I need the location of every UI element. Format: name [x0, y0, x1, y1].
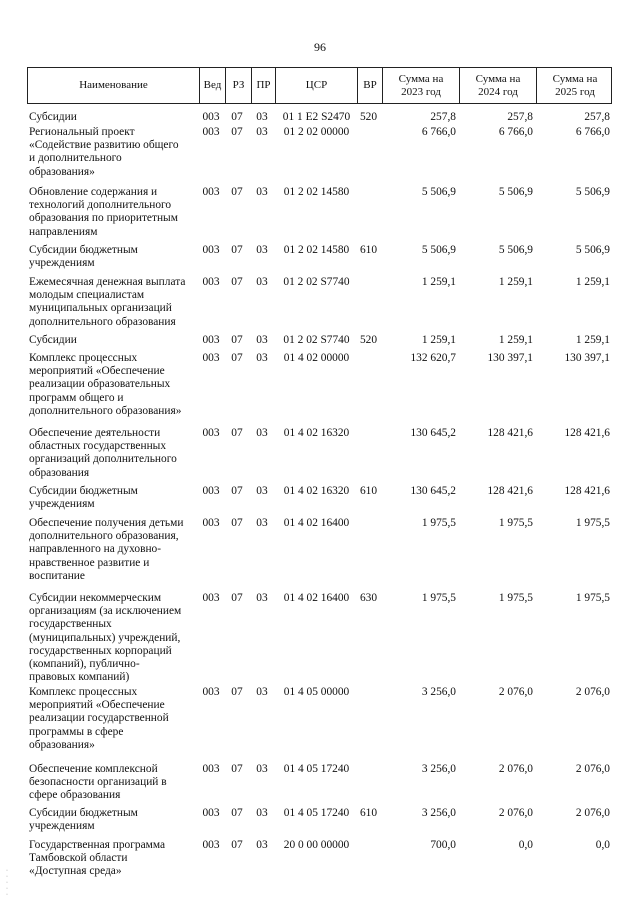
budget-table: [27, 67, 612, 878]
row-sum-2024: 5 506,9: [498, 244, 533, 256]
row-csr: 01 4 05 17240: [283, 763, 350, 775]
row-pr: 03: [256, 485, 268, 497]
row-vr: 520: [359, 111, 378, 123]
row-sum-2024: 2 076,0: [498, 807, 533, 819]
row-sum-2024: 5 506,9: [498, 186, 533, 198]
row-pr: 03: [256, 592, 268, 604]
row-name: Государственная программа Тамбовской области «Доступная среда»: [29, 839, 166, 878]
row-sum-2024: 2 076,0: [498, 686, 533, 698]
table-row: [27, 517, 612, 583]
row-sum-2023: 3 256,0: [421, 686, 456, 698]
row-pr: 03: [256, 839, 268, 851]
row-rz: 07: [231, 686, 243, 698]
row-sum-2024: 1 259,1: [498, 334, 533, 346]
header-name: Наименование: [79, 79, 148, 92]
row-vr: [356, 763, 381, 803]
row-ved: 003: [202, 686, 220, 698]
row-pr: 03: [256, 111, 268, 123]
row-csr: 01 4 02 16320: [283, 485, 350, 497]
row-rz: 07: [231, 276, 243, 288]
row-sum-2025: 6 766,0: [575, 126, 610, 138]
row-rz: 07: [231, 807, 243, 819]
row-rz: 07: [231, 592, 243, 604]
row-pr: 03: [256, 334, 268, 346]
row-name: Обеспечение комплексной безопасности организаций в сфере образования: [29, 763, 167, 802]
row-vr: [356, 686, 381, 752]
row-ved: 003: [202, 111, 220, 123]
row-ved: 003: [202, 334, 220, 346]
row-sum-2023: 6 766,0: [421, 126, 456, 138]
table-row: [27, 276, 612, 329]
row-sum-2025: 2 076,0: [575, 686, 610, 698]
row-sum-2023: 5 506,9: [421, 244, 456, 256]
header-vr: ВР: [357, 68, 382, 103]
table-row: [27, 592, 612, 684]
row-pr: 03: [256, 807, 268, 819]
row-name: Комплекс процессных мероприятий «Обеспечение реализации образовательных программ общего и дополнительного образования»: [29, 352, 182, 417]
row-pr: 03: [256, 686, 268, 698]
row-ved: 003: [202, 485, 220, 497]
row-sum-2024: 2 076,0: [498, 763, 533, 775]
row-csr: 01 1 Е2 S2470: [282, 111, 351, 123]
row-sum-2023: 700,0: [430, 839, 456, 851]
row-sum-2024: 1 259,1: [498, 276, 533, 288]
table-row: [27, 334, 612, 347]
row-sum-2023: 1 259,1: [421, 334, 456, 346]
row-name: Региональный проект «Содействие развитию общего и дополнительного образования»: [29, 126, 179, 178]
row-pr: 03: [256, 126, 268, 138]
table-row: [27, 427, 612, 480]
row-vr: 610: [359, 244, 378, 256]
table-row: [27, 111, 612, 124]
row-sum-2025: 130 397,1: [564, 352, 610, 364]
row-pr: 03: [256, 427, 268, 439]
row-csr: 01 4 02 16320: [283, 427, 350, 439]
row-sum-2023: 132 620,7: [410, 352, 456, 364]
row-sum-2023: 130 645,2: [410, 427, 456, 439]
row-ved: 003: [202, 807, 220, 819]
row-sum-2025: 1 975,5: [575, 592, 610, 604]
row-sum-2024: 1 975,5: [498, 517, 533, 529]
table-row: [27, 485, 612, 511]
row-sum-2024: 130 397,1: [487, 352, 533, 364]
row-rz: 07: [231, 517, 243, 529]
row-sum-2025: 1 259,1: [575, 334, 610, 346]
row-rz: 07: [231, 111, 243, 123]
table-header: [27, 67, 612, 104]
row-name: Обеспечение деятельности областных государственных организаций дополнительного образования: [29, 427, 177, 479]
table-row: [27, 352, 612, 418]
row-rz: 07: [231, 839, 243, 851]
row-name: Субсидии некоммерческим организациям (за исключением государственных (муниципальных) учреждений, государственных корпораций (компаний), публично- правовых компаний): [29, 592, 182, 684]
row-sum-2025: 128 421,6: [564, 427, 610, 439]
row-name: Субсидии: [29, 334, 77, 346]
row-pr: 03: [256, 517, 268, 529]
row-sum-2025: 1 259,1: [575, 276, 610, 288]
row-csr: 01 4 02 00000: [283, 352, 350, 364]
row-rz: 07: [231, 763, 243, 775]
row-rz: 07: [231, 427, 243, 439]
row-sum-2024: 6 766,0: [498, 126, 533, 138]
row-ved: 003: [202, 427, 220, 439]
row-sum-2025: 0,0: [595, 839, 610, 851]
row-pr: 03: [256, 763, 268, 775]
row-name: Ежемесячная денежная выплата молодым специалистам муниципальных организаций дополнительного образования: [29, 276, 186, 328]
row-csr: 01 2 02 S7740: [283, 276, 350, 288]
row-csr: 01 2 02 14580: [283, 186, 350, 198]
row-ved: 003: [202, 352, 220, 364]
row-rz: 07: [231, 186, 243, 198]
header-sum-2025: Сумма на 2025 год: [536, 68, 613, 103]
table-row: [27, 763, 612, 803]
row-pr: 03: [256, 276, 268, 288]
row-rz: 07: [231, 126, 243, 138]
row-ved: 003: [202, 276, 220, 288]
row-ved: 003: [202, 186, 220, 198]
row-vr: [356, 427, 381, 480]
row-rz: 07: [231, 485, 243, 497]
row-name: Субсидии бюджетным учреждениям: [29, 485, 138, 511]
row-csr: 01 4 02 16400: [283, 517, 350, 529]
row-sum-2023: 3 256,0: [421, 807, 456, 819]
row-vr: 610: [359, 807, 378, 819]
row-csr: 01 2 02 00000: [283, 126, 350, 138]
table-row: [27, 186, 612, 239]
row-ved: 003: [202, 839, 220, 851]
row-sum-2023: 1 975,5: [421, 517, 456, 529]
header-csr: ЦСР: [275, 68, 357, 103]
page-number: 96: [314, 40, 326, 54]
row-sum-2023: 1 975,5: [421, 592, 456, 604]
row-vr: [356, 186, 381, 239]
header-pr: ПР: [251, 68, 275, 103]
row-ved: 003: [202, 763, 220, 775]
table-row: [27, 244, 612, 270]
row-vr: [356, 352, 381, 418]
row-sum-2023: 257,8: [430, 111, 456, 123]
row-sum-2025: 128 421,6: [564, 485, 610, 497]
row-vr: [356, 839, 381, 879]
row-csr: 01 2 02 S7740: [283, 334, 350, 346]
table-row: [27, 126, 612, 179]
row-sum-2024: 128 421,6: [487, 485, 533, 497]
table-row: [27, 839, 612, 879]
row-sum-2023: 130 645,2: [410, 485, 456, 497]
row-sum-2024: 1 975,5: [498, 592, 533, 604]
row-ved: 003: [202, 592, 220, 604]
row-csr: 01 2 02 14580: [283, 244, 350, 256]
header-sum-2023: Сумма на 2023 год: [382, 68, 459, 103]
row-pr: 03: [256, 352, 268, 364]
row-rz: 07: [231, 334, 243, 346]
row-sum-2025: 2 076,0: [575, 807, 610, 819]
row-csr: 01 4 05 17240: [283, 807, 350, 819]
row-sum-2025: 1 975,5: [575, 517, 610, 529]
row-vr: [356, 517, 381, 583]
row-sum-2025: 5 506,9: [575, 244, 610, 256]
row-sum-2025: 5 506,9: [575, 186, 610, 198]
row-sum-2023: 3 256,0: [421, 763, 456, 775]
row-name: Субсидии: [29, 111, 77, 123]
row-csr: 01 4 02 16400: [283, 592, 350, 604]
row-sum-2023: 1 259,1: [421, 276, 456, 288]
row-ved: 003: [202, 244, 220, 256]
header-ved: Вед: [199, 68, 225, 103]
row-sum-2024: 128 421,6: [487, 427, 533, 439]
row-name: Субсидии бюджетным учреждениям: [29, 807, 138, 833]
row-vr: 630: [359, 592, 378, 604]
row-sum-2024: 257,8: [507, 111, 533, 123]
row-ved: 003: [202, 126, 220, 138]
header-sum-2024: Сумма на 2024 год: [459, 68, 536, 103]
row-name: Комплекс процессных мероприятий «Обеспечение реализации государственной программы в сфере образования»: [29, 686, 169, 751]
table-row: [27, 686, 612, 752]
header-rz: РЗ: [225, 68, 251, 103]
row-sum-2025: 2 076,0: [575, 763, 610, 775]
row-name: Субсидии бюджетным учреждениям: [29, 244, 138, 270]
row-ved: 003: [202, 517, 220, 529]
row-pr: 03: [256, 186, 268, 198]
row-sum-2025: 257,8: [584, 111, 610, 123]
row-name: Обеспечение получения детьми дополнительного образования, направленного на духовно- нравственное развитие и воспитание: [29, 517, 184, 582]
row-vr: 520: [359, 334, 378, 346]
row-vr: [356, 126, 381, 179]
table-row: [27, 807, 612, 833]
row-sum-2024: 0,0: [518, 839, 533, 851]
row-rz: 07: [231, 352, 243, 364]
row-vr: [356, 276, 381, 329]
row-name: Обновление содержания и технологий дополнительного образования по приоритетным направлениям: [29, 186, 178, 238]
row-csr: 01 4 05 00000: [283, 686, 350, 698]
row-sum-2023: 5 506,9: [421, 186, 456, 198]
row-rz: 07: [231, 244, 243, 256]
row-vr: 610: [359, 485, 378, 497]
margin-marks: · · · · ·: [6, 868, 8, 898]
row-csr: 20 0 00 00000: [283, 839, 350, 851]
row-pr: 03: [256, 244, 268, 256]
